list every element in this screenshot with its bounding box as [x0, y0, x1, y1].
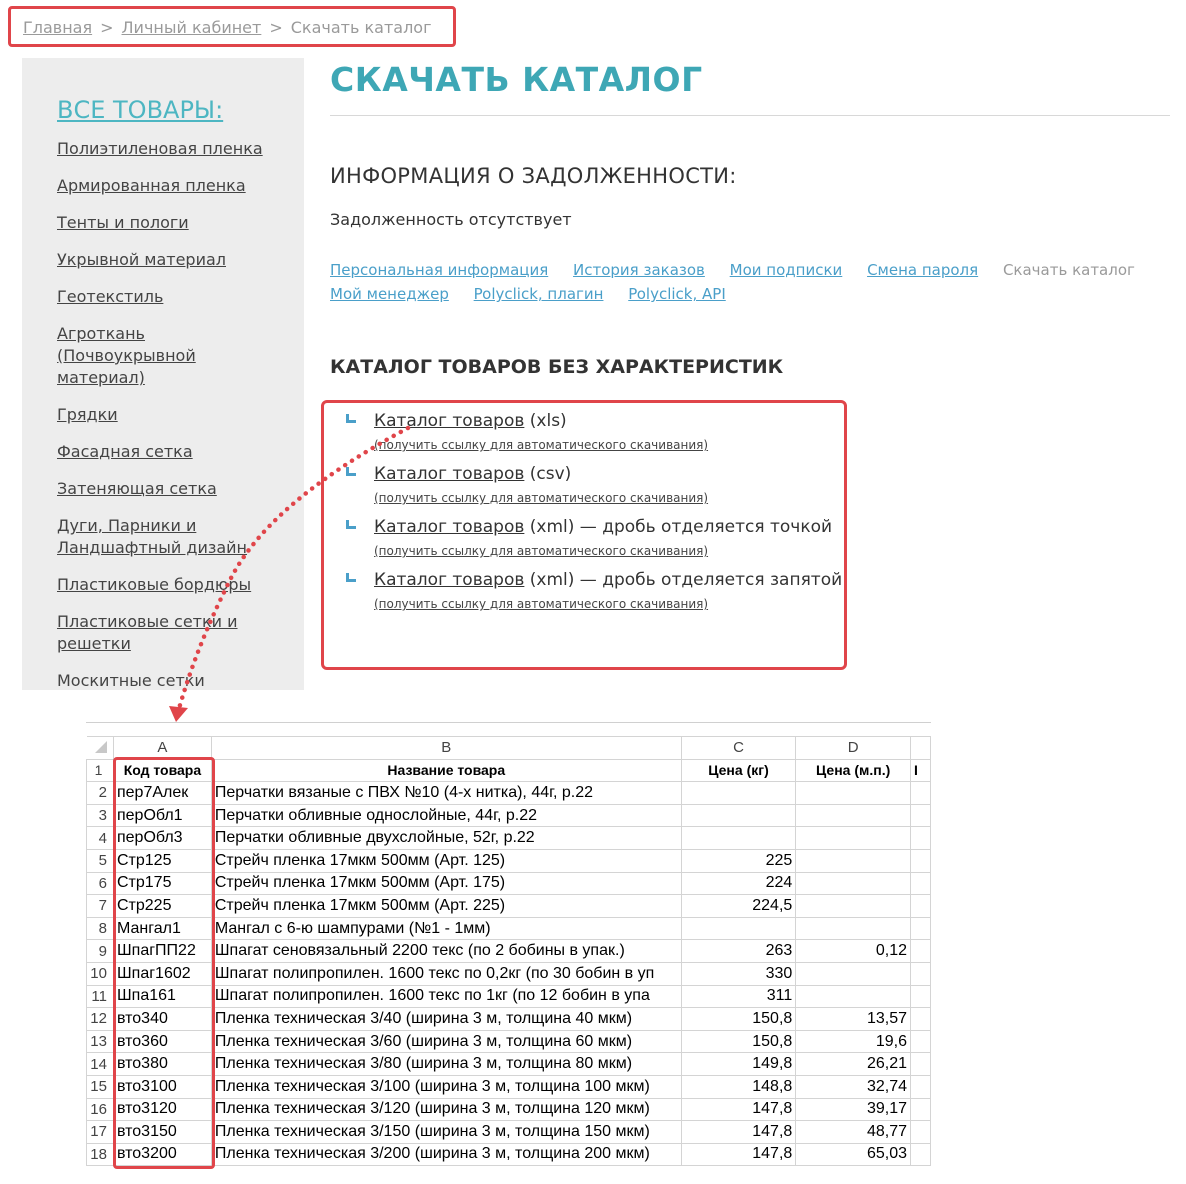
empty-cell[interactable]	[911, 827, 931, 850]
name-cell[interactable]: Мангал с 6-ю шампурами (№1 - 1мм)	[211, 917, 681, 940]
code-cell[interactable]: вто340	[113, 1008, 211, 1031]
price-m-cell[interactable]: 0,12	[796, 940, 911, 963]
list-item	[344, 514, 844, 558]
price-kg-cell[interactable]	[681, 782, 796, 805]
account-tabs	[330, 258, 1170, 306]
header-cell[interactable]: I	[911, 759, 931, 782]
row-number[interactable]: 9	[87, 940, 114, 963]
row-number[interactable]: 10	[87, 962, 114, 985]
code-column-highlight	[113, 757, 215, 1169]
catalog-csv-link[interactable]: Каталог товаров	[374, 464, 525, 484]
tab-polyclick-api[interactable]: Polyclick, API	[628, 285, 726, 303]
sidebar-item[interactable]: Геотекстиль	[57, 287, 164, 306]
catalog-xml-dot-link[interactable]: Каталог товаров	[374, 517, 525, 537]
empty-cell[interactable]	[911, 940, 931, 963]
tab-personal-info[interactable]: Персональная информация	[330, 261, 549, 279]
price-m-cell[interactable]: 26,21	[796, 1053, 911, 1076]
column-header[interactable]: A	[113, 737, 211, 760]
price-kg-cell[interactable]: 147,8	[681, 1098, 796, 1121]
corner-triangle-icon	[93, 739, 107, 753]
tab-download-catalog: Скачать каталог	[1002, 261, 1135, 279]
catalog-format: (csv)	[524, 464, 572, 484]
sidebar-item[interactable]: Фасадная сетка	[57, 442, 193, 461]
empty-cell[interactable]	[911, 1098, 931, 1121]
empty-cell[interactable]	[911, 1008, 931, 1031]
catalog-section-title: КАТАЛОГ ТОВАРОВ БЕЗ ХАРАКТЕРИСТИК	[330, 356, 784, 378]
row-number[interactable]: 14	[87, 1053, 114, 1076]
header-cell[interactable]: Название товара	[211, 759, 681, 782]
code-cell[interactable]: вто360	[113, 1030, 211, 1053]
name-cell[interactable]: Шпагат полипропилен. 1600 текс по 0,2кг (по 30 бобин в уп	[211, 962, 681, 985]
auto-download-link[interactable]: (получить ссылку для автоматического скачивания)	[374, 438, 709, 452]
price-m-cell[interactable]	[796, 895, 911, 918]
divider	[330, 115, 1170, 116]
sidebar-item[interactable]: Затеняющая сетка	[57, 479, 217, 498]
header-cell[interactable]: Цена (кг)	[681, 759, 796, 782]
auto-download-link[interactable]: (получить ссылку для автоматического скачивания)	[374, 491, 709, 505]
row-number[interactable]: 12	[87, 1008, 114, 1031]
empty-cell[interactable]	[911, 804, 931, 827]
code-cell[interactable]: вто3100	[113, 1075, 211, 1098]
auto-download-link[interactable]: (получить ссылку для автоматического скачивания)	[374, 597, 709, 611]
empty-cell[interactable]	[911, 895, 931, 918]
price-m-cell[interactable]	[796, 804, 911, 827]
bullet-icon	[346, 520, 356, 529]
price-kg-cell[interactable]: 149,8	[681, 1053, 796, 1076]
price-kg-cell[interactable]: 224,5	[681, 895, 796, 918]
row-number[interactable]: 8	[87, 917, 114, 940]
price-m-cell[interactable]: 32,74	[796, 1075, 911, 1098]
empty-cell[interactable]	[911, 782, 931, 805]
price-kg-cell[interactable]: 147,8	[681, 1143, 796, 1166]
price-m-cell[interactable]	[796, 827, 911, 850]
empty-cell[interactable]	[911, 1075, 931, 1098]
divider	[86, 722, 931, 723]
code-cell[interactable]: Стр125	[113, 849, 211, 872]
empty-cell[interactable]	[911, 1030, 931, 1053]
price-m-cell[interactable]	[796, 782, 911, 805]
price-m-cell[interactable]: 48,77	[796, 1121, 911, 1144]
price-kg-cell[interactable]	[681, 917, 796, 940]
breadcrumb-cabinet-link[interactable]: Личный кабинет	[121, 18, 262, 37]
empty-cell[interactable]	[911, 872, 931, 895]
name-cell[interactable]: Шпагат полипропилен. 1600 текс по 1кг (по 12 бобин в упа	[211, 985, 681, 1008]
sidebar-item[interactable]: Пластиковые сетки и решетки	[57, 612, 238, 653]
tab-my-manager[interactable]: Мой менеджер	[330, 285, 449, 303]
code-cell[interactable]: перОбл3	[113, 827, 211, 850]
debt-section-title: ИНФОРМАЦИЯ О ЗАДОЛЖЕННОСТИ:	[330, 164, 737, 188]
tab-polyclick-plugin[interactable]: Polyclick, плагин	[473, 285, 604, 303]
row-number[interactable]: 15	[87, 1075, 114, 1098]
catalog-format: (xml) — дробь отделяется запятой	[524, 570, 843, 590]
code-cell[interactable]: Шпаг1602	[113, 962, 211, 985]
row-number[interactable]: 7	[87, 895, 114, 918]
price-m-cell[interactable]	[796, 872, 911, 895]
sidebar-item[interactable]: Укрывной материал	[57, 250, 226, 269]
row-number[interactable]: 5	[87, 849, 114, 872]
code-cell[interactable]: Шпа161	[113, 985, 211, 1008]
sidebar-item[interactable]: Пластиковые бордюры	[57, 575, 252, 594]
sidebar-item[interactable]: Армированная пленка	[57, 176, 246, 195]
price-kg-cell[interactable]	[681, 827, 796, 850]
column-header[interactable]	[911, 737, 931, 760]
tab-change-password[interactable]: Смена пароля	[867, 261, 979, 279]
price-kg-cell[interactable]	[681, 804, 796, 827]
breadcrumb-current: Скачать каталог	[290, 18, 432, 37]
price-m-cell[interactable]: 65,03	[796, 1143, 911, 1166]
code-cell[interactable]: Стр225	[113, 895, 211, 918]
row-number[interactable]: 11	[87, 985, 114, 1008]
name-cell[interactable]: Стрейч пленка 17мкм 500мм (Арт. 125)	[211, 849, 681, 872]
main-content	[330, 58, 1170, 378]
debt-status-text: Задолженность отсутствует	[330, 210, 572, 229]
empty-cell[interactable]	[911, 985, 931, 1008]
price-m-cell[interactable]	[796, 962, 911, 985]
breadcrumb	[8, 6, 456, 47]
price-kg-cell[interactable]: 263	[681, 940, 796, 963]
price-m-cell[interactable]: 13,57	[796, 1008, 911, 1031]
page-title: СКАЧАТЬ КАТАЛОГ	[330, 60, 703, 99]
row-number[interactable]: 16	[87, 1098, 114, 1121]
row-number[interactable]: 1	[87, 759, 114, 782]
row-number[interactable]: 13	[87, 1030, 114, 1053]
name-cell[interactable]: Перчатки обливные однослойные, 44г, р.22	[211, 804, 681, 827]
list-item	[344, 567, 844, 611]
catalog-download-list	[321, 400, 847, 670]
sidebar-item[interactable]: Москитные сетки	[57, 671, 205, 690]
catalog-format: (xml) — дробь отделяется точкой	[524, 517, 833, 537]
code-cell[interactable]: Мангал1	[113, 917, 211, 940]
name-cell[interactable]: Перчатки вязаные с ПВХ №10 (4-х нитка), 44г, р.22	[211, 782, 681, 805]
price-m-cell[interactable]	[796, 849, 911, 872]
empty-cell[interactable]	[911, 1121, 931, 1144]
empty-cell[interactable]	[911, 1143, 931, 1166]
row-number[interactable]: 3	[87, 804, 114, 827]
header-cell[interactable]: Цена (м.п.)	[796, 759, 911, 782]
sidebar-title[interactable]: ВСЕ ТОВАРЫ:	[57, 96, 224, 124]
name-cell[interactable]: Пленка техническая 3/100 (ширина 3 м, толщина 100 мкм)	[211, 1075, 681, 1098]
empty-cell[interactable]	[911, 962, 931, 985]
row-number[interactable]: 2	[87, 782, 114, 805]
price-kg-cell[interactable]: 225	[681, 849, 796, 872]
select-all-corner[interactable]	[87, 737, 114, 760]
price-m-cell[interactable]: 19,6	[796, 1030, 911, 1053]
sidebar-item[interactable]: Грядки	[57, 405, 118, 424]
name-cell[interactable]: Пленка техническая 3/80 (ширина 3 м, толщина 80 мкм)	[211, 1053, 681, 1076]
catalog-xml-comma-link[interactable]: Каталог товаров	[374, 570, 525, 590]
price-kg-cell[interactable]: 150,8	[681, 1008, 796, 1031]
name-cell[interactable]: Шпагат сеновязальный 2200 текс (по 2 бобины в упак.)	[211, 940, 681, 963]
name-cell[interactable]: Стрейч пленка 17мкм 500мм (Арт. 225)	[211, 895, 681, 918]
column-header[interactable]: C	[681, 737, 796, 760]
price-kg-cell[interactable]: 147,8	[681, 1121, 796, 1144]
name-cell[interactable]: Стрейч пленка 17мкм 500мм (Арт. 175)	[211, 872, 681, 895]
breadcrumb-home-link[interactable]: Главная	[23, 18, 93, 37]
code-cell[interactable]: перОбл1	[113, 804, 211, 827]
bullet-icon	[346, 414, 356, 423]
code-cell[interactable]: вто380	[113, 1053, 211, 1076]
code-cell[interactable]: Стр175	[113, 872, 211, 895]
name-cell[interactable]: Пленка техническая 3/60 (ширина 3 м, толщина 60 мкм)	[211, 1030, 681, 1053]
name-cell[interactable]: Пленка техническая 3/150 (ширина 3 м, толщина 150 мкм)	[211, 1121, 681, 1144]
auto-download-link[interactable]: (получить ссылку для автоматического скачивания)	[374, 544, 709, 558]
sidebar-item[interactable]: Агроткань (Почвоукрывной материал)	[57, 324, 196, 387]
code-cell[interactable]: вто3200	[113, 1143, 211, 1166]
code-cell[interactable]: пер7Алек	[113, 782, 211, 805]
row-number[interactable]: 18	[87, 1143, 114, 1166]
header-cell[interactable]: Код товара	[113, 759, 211, 782]
tab-order-history[interactable]: История заказов	[573, 261, 705, 279]
empty-cell[interactable]	[911, 1053, 931, 1076]
code-cell[interactable]: вто3120	[113, 1098, 211, 1121]
name-cell[interactable]: Пленка техническая 3/200 (ширина 3 м, толщина 200 мкм)	[211, 1143, 681, 1166]
bullet-icon	[346, 573, 356, 582]
empty-cell[interactable]	[911, 849, 931, 872]
column-header[interactable]: D	[796, 737, 911, 760]
catalog-xls-link[interactable]: Каталог товаров	[374, 411, 525, 431]
sidebar-item[interactable]: Дуги, Парники и Ландшафтный дизайн	[57, 516, 248, 557]
catalog-format: (xls)	[524, 411, 567, 431]
price-kg-cell[interactable]: 150,8	[681, 1030, 796, 1053]
empty-cell[interactable]	[911, 917, 931, 940]
price-m-cell[interactable]	[796, 917, 911, 940]
price-kg-cell[interactable]: 224	[681, 872, 796, 895]
row-number[interactable]: 17	[87, 1121, 114, 1144]
row-number[interactable]: 4	[87, 827, 114, 850]
code-cell[interactable]: вто3150	[113, 1121, 211, 1144]
sidebar-item[interactable]: Тенты и пологи	[57, 213, 189, 232]
price-kg-cell[interactable]: 148,8	[681, 1075, 796, 1098]
tab-subscriptions[interactable]: Мои подписки	[729, 261, 843, 279]
breadcrumb-separator: >	[100, 18, 114, 37]
column-header-row	[87, 737, 931, 760]
name-cell[interactable]: Перчатки обливные двухслойные, 52г, р.22	[211, 827, 681, 850]
list-item	[344, 408, 844, 452]
list-item	[344, 461, 844, 505]
price-m-cell[interactable]: 39,17	[796, 1098, 911, 1121]
name-cell[interactable]: Пленка техническая 3/120 (ширина 3 м, толщина 120 мкм)	[211, 1098, 681, 1121]
price-m-cell[interactable]	[796, 985, 911, 1008]
bullet-icon	[346, 467, 356, 476]
category-sidebar	[22, 58, 304, 690]
column-header[interactable]: B	[211, 737, 681, 760]
code-cell[interactable]: ШпагПП22	[113, 940, 211, 963]
breadcrumb-separator: >	[269, 18, 283, 37]
price-kg-cell[interactable]: 311	[681, 985, 796, 1008]
sidebar-item[interactable]: Полиэтиленовая пленка	[57, 139, 263, 158]
price-kg-cell[interactable]: 330	[681, 962, 796, 985]
name-cell[interactable]: Пленка техническая 3/40 (ширина 3 м, толщина 40 мкм)	[211, 1008, 681, 1031]
row-number[interactable]: 6	[87, 872, 114, 895]
